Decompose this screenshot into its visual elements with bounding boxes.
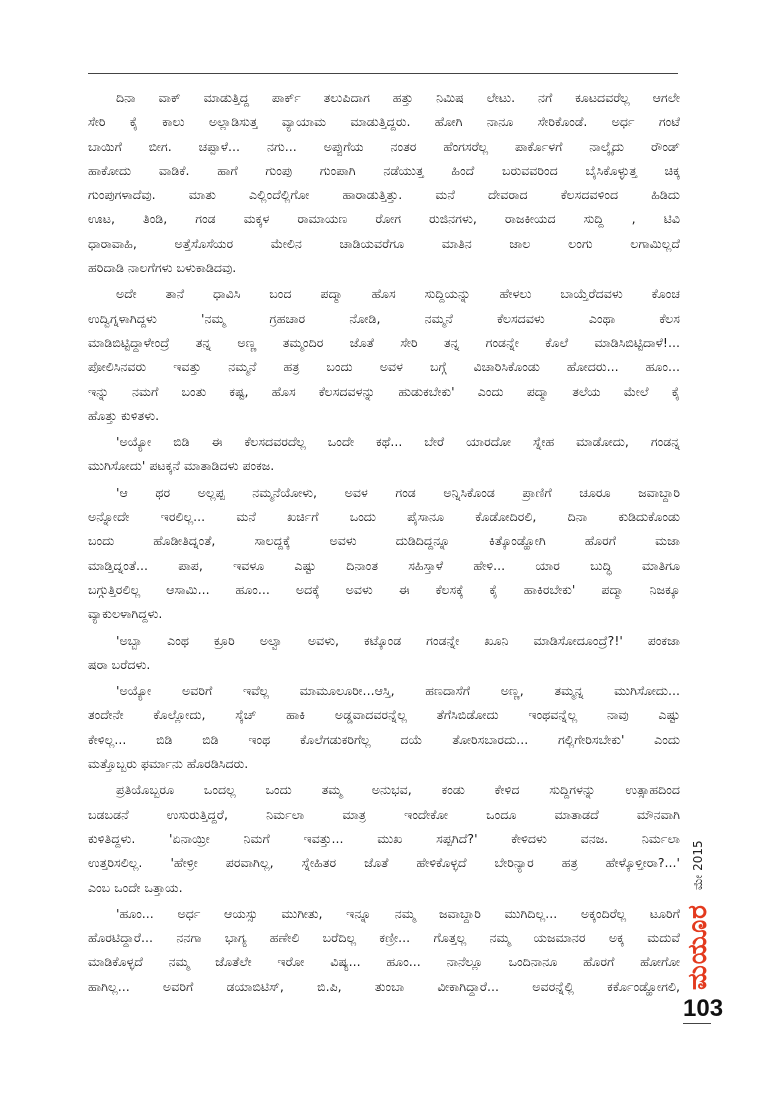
text-line: ಷರಾ ಬರೆದಳು. bbox=[88, 656, 151, 672]
paragraph bbox=[88, 629, 680, 678]
text-line: ಇನ್ನು ನಮಗೆ ಬಂತು ಕಷ್ಟ, ಹೊಸ ಕೆಲಸದವಳನ್ನು ಹುಡುಕಬೇಕು' ಎಂದು ಪದ್ಮಾ ತಲೆಯ ಮೇಲೆ ಕೈ bbox=[88, 383, 680, 399]
text-line: ದಿನಾ ವಾಕ್ ಮಾಡುತ್ತಿದ್ದ ಪಾರ್ಕ್ ತಲುಪಿದಾಗ ಹತ್ತು ನಿಮಿಷ ಲೇಟು. ನಗೆ ಕೂಟದವರೆಲ್ಲ ಆಗಲೇ bbox=[116, 90, 680, 105]
header-rule bbox=[88, 73, 678, 74]
page-number-rule bbox=[683, 1023, 711, 1024]
article-body bbox=[88, 86, 680, 1001]
text-line: ಅದೇ ತಾನೆ ಧಾವಿಸಿ ಬಂದ ಪದ್ಮಾ ಹೊಸ ಸುದ್ದಿಯನ್ನು ಹೇಳಲು ಬಾಯ್ತೆರೆದವಳು ಕೊಂಚ bbox=[116, 286, 680, 302]
text-line: ಪ್ರತಿಯೊಬ್ಬರೂ ಒಂದಲ್ಲ ಒಂದು ತಮ್ಮ ಅನುಭವ, ಕಂಡು ಕೇಳಿದ ಸುದ್ದಿಗಳನ್ನು ಉತ್ಸಾಹದಿಂದ bbox=[116, 782, 680, 798]
text-line: ಅನ್ನೋದೇ ಇರಲಿಲ್ಲ... ಮನೆ ಖರ್ಚಿಗೆ ಒಂದು ಪೈಸಾನೂ ಕೊಡೋದಿರಲಿ, ದಿನಾ ಕುಡಿದುಕೊಂಡು bbox=[88, 509, 680, 525]
text-line: ವ್ಯಾಕುಲಳಾಗಿದ್ದಳು. bbox=[88, 606, 163, 622]
issue-date: ಮೇ 2015 bbox=[690, 840, 705, 891]
text-line: 'ಆ ಥರ ಅಲ್ಲಪ್ಪ ನಮ್ಮನೆಯೋಳು, ಅವಳ ಗಂಡ ಅನ್ನಿಸಿಕೊಂಡ ಪ್ರಾಣಿಗೆ ಚೂರೂ ಜವಾಬ್ದಾರಿ bbox=[116, 484, 680, 500]
text-line: ಧಾರಾವಾಹಿ, ಅತ್ತೆಸೊಸೆಯರ ಮೇಲಿನ ಚಾಡಿಯವರೆಗೂ ಮಾತಿನ ಜಾಲ ಲಂಗು ಲಗಾಮಿಲ್ಲದೆ bbox=[88, 235, 680, 251]
magazine-sidebar bbox=[683, 800, 713, 990]
text-line: ಮುಗಿಸೋದು' ಪಟಕ್ಕನೆ ಮಾತಾಡಿದಳು ಪಂಕಜ. bbox=[88, 458, 275, 474]
text-line: ಬಂದು ಹೊಡೀತಿದ್ನಂತೆ, ಸಾಲದ್ದಕ್ಕೆ ಅವಳು ದುಡಿದಿದ್ದನ್ನೂ ಕಿತ್ಕೊಂಡ್ಹೋಗಿ ಹೊರಗೆ ಮಜಾ bbox=[88, 533, 680, 549]
text-line: ಊಟ, ತಿಂಡಿ, ಗಂಡ ಮಕ್ಕಳ ರಾಮಾಯಣ ರೋಗ ರುಜಿನಗಳು, ರಾಜಕೀಯದ ಸುದ್ದಿ , ಟಿವಿ bbox=[88, 211, 680, 227]
paragraph bbox=[88, 282, 680, 428]
page-number: 103 bbox=[683, 995, 724, 1022]
text-line: ಹರಿದಾಡಿ ನಾಲಗೆಗಳು ಬಳುಕಾಡಿದವು. bbox=[88, 260, 237, 276]
text-line: ಸೇರಿ ಕೈ ಕಾಲು ಅಲ್ಲಾಡಿಸುತ್ತ ವ್ಯಾಯಾಮ ಮಾಡುತ್ತಿದ್ದರು. ಹೋಗಿ ನಾನೂ ಸೇರಿಕೊಂಡೆ. ಅರ್ಧ ಗಂಟೆ bbox=[88, 114, 680, 130]
text-line: 'ಹೂಂ... ಅರ್ಧ ಆಯಸ್ಸು ಮುಗೀತು, ಇನ್ನೂ ನಮ್ಮ ಜವಾಬ್ದಾರಿ ಮುಗಿದಿಲ್ಲ... ಅಕ್ಕಂದಿರೆಲ್ಲ ಟೂರಿಗೆ bbox=[116, 905, 680, 921]
text-line: ಕುಳಿತಿದ್ದಳು. 'ಏನಾಯ್ರೀ ನಿಮಗೆ ಇವತ್ತು... ಮುಖ ಸಪ್ಪಗಿದೆ?' ಕೇಳಿದಳು ವನಜ. ನಿರ್ಮಲಾ bbox=[88, 830, 680, 846]
text-line: ತಂದೇನೇ ಕೊಲ್ಲೋದು, ಸ್ಕೆಚ್ ಹಾಕಿ ಅಡ್ಡವಾದವರನ್ನೆಲ್ಲ ತೆಗೆಸಿಬಿಡೋದು ಇಂಥವನ್ನೆಲ್ಲ ನಾವು ಎಷ್ಟು bbox=[88, 707, 680, 723]
text-line: ಬಡಬಡನೆ ಉಸುರುತ್ತಿದ್ದರೆ, ನಿರ್ಮಲಾ ಮಾತ್ರ ಇಂದೇಕೋ ಒಂದೂ ಮಾತಾಡದೆ ಮೌನವಾಗಿ bbox=[88, 806, 680, 822]
paragraph bbox=[88, 778, 680, 899]
text-line: ಮಾಡಿಬಿಟ್ಟಿದ್ದಾಳೇಂದ್ರೆ ತನ್ನ ಅಣ್ಣ ತಮ್ಮಂದಿರ ಜೊತೆ ಸೇರಿ ತನ್ನ ಗಂಡನ್ನೇ ಕೊಲೆ ಮಾಡಿಸಿಬಿಟ್ಟಿದಾಳೆ!... bbox=[88, 334, 680, 350]
text-line: ಹಾಕೋದು ವಾಡಿಕೆ. ಹಾಗೆ ಗುಂಪು ಗುಂಪಾಗಿ ನಡೆಯುತ್ತ ಹಿಂದೆ ಬರುವವರಿಂದ ಬೈಸಿಕೊಳ್ಳುತ್ತ ಚಿಕ್ಕ bbox=[88, 162, 680, 178]
text-line: ಮಾಡಿಕೊಳ್ಳದೆ ನಮ್ಮ ಜೊತೆಲೇ ಇರೋ ವಿಷ್ಯ... ಹೂಂ... ನಾನೆಲ್ಲೂ ಒಂದಿನಾನೂ ಹೊರಗೆ ಹೋಗೋ bbox=[88, 954, 680, 970]
magazine-name: ಮಯೂರ bbox=[682, 904, 713, 990]
paragraph bbox=[88, 86, 680, 280]
paragraph bbox=[88, 902, 680, 999]
text-line: ಉದ್ವಿಗ್ನಳಾಗಿದ್ದಳು 'ನಮ್ಮ ಗ್ರಹಚಾರ ನೋಡಿ, ನಮ್ಮನೆ ಕೆಲಸದವಳು ಎಂಥಾ ಕೆಲಸ bbox=[88, 310, 680, 326]
text-line: ಹಾಗಿಲ್ಲ... ಅವರಿಗೆ ಡಯಾಬಿಟಿಸ್, ಬಿ.ಪಿ, ತುಂಬಾ ವೀಕಾಗಿದ್ದಾರೆ... ಅವರನ್ನೆಲ್ಲಿ ಕರ್ಕೊಂಡ್ಹೋಗಲಿ, bbox=[88, 978, 680, 994]
text-line: ಕೇಳಿಲ್ಲ... ಬಿಡಿ ಬಿಡಿ ಇಂಥ ಕೊಲೆಗಡುಕರಿಗೆಲ್ಲ ದಯೆ ತೋರಿಸಬಾರದು... ಗಲ್ಲಿಗೇರಿಸಬೇಕು' ಎಂದು bbox=[88, 731, 680, 747]
paragraph bbox=[88, 679, 680, 776]
text-line: 'ಅಬ್ಬಾ ಎಂಥ ಕ್ರೂರಿ ಅಲ್ವಾ ಅವಳು, ಕಟ್ಕೊಂಡ ಗಂಡನ್ನೇ ಖೂನಿ ಮಾಡಿಸೋದೂಂದ್ರೆ?!' ಪಂಕಜಾ bbox=[116, 632, 680, 648]
text-line: ಎಂಬ ಒಂದೇ ಒತ್ತಾಯ. bbox=[88, 879, 183, 895]
text-line: 'ಅಯ್ಯೋ ಬಿಡಿ ಈ ಕೆಲಸದವರದೆಲ್ಲ ಒಂದೇ ಕಥೆ... ಬೇರೆ ಯಾರದೋ ಸ್ನೇಹ ಮಾಡೋದು, ಗಂಡನ್ನ bbox=[116, 434, 680, 450]
paragraph bbox=[88, 430, 680, 479]
text-line: 'ಅಯ್ಯೋ ಅವರಿಗೆ ಇವೆಲ್ಲ ಮಾಮೂಲೂರೀ...ಆಸ್ತಿ, ಹಣದಾಸೆಗೆ ಅಣ್ಣ, ತಮ್ಮನ್ನ ಮುಗಿಸೋದು... bbox=[116, 683, 680, 699]
text-line: ಪೋಲಿಸಿನವರು ಇವತ್ತು ನಮ್ಮನೆ ಹತ್ರ ಬಂದು ಅವಳ ಬಗ್ಗೆ ವಿಚಾರಿಸಿಕೊಂಡು ಹೋದರು... ಹೂಂ... bbox=[88, 359, 680, 375]
text-line: ಬಾಯಿಗೆ ಬೀಗ. ಚಪ್ಪಾಳೆ... ನಗು... ಅಪ್ಪುಗೆಯ ನಂತರ ಹೆಂಗಸರೆಲ್ಲ ಪಾರ್ಕೊಳಗೆ ನಾಲ್ಕೈದು ರೌಂಡ್ bbox=[88, 138, 680, 154]
text-line: ಹೊರಟಿದ್ದಾರೆ... ನನಗಾ ಭಾಗ್ಯ ಹಣೇಲಿ ಬರೆದಿಲ್ಲ ಕಣ್ರೀ... ಗೊತ್ತಲ್ಲ ನಮ್ಮ ಯಜಮಾನರ ಅಕ್ಕ ಮದುವೆ bbox=[88, 930, 680, 946]
text-line: ಉತ್ತರಿಸಲಿಲ್ಲ. 'ಹೇಳ್ರೀ ಪರವಾಗಿಲ್ಲ, ಸ್ನೇಹಿತರ ಜೊತೆ ಹೇಳಿಕೊಳ್ಳದೆ ಬೇರಿನ್ಯಾರ ಹತ್ರ ಹೇಳ್ಕೊಳ್ತೀರಾ?...' bbox=[88, 855, 680, 871]
text-line: ಬಗ್ಗುತ್ತಿರಲಿಲ್ಲ ಆಸಾಮಿ... ಹೂಂ... ಅದಕ್ಕೆ ಅವಳು ಈ ಕೆಲಸಕ್ಕೆ ಕೈ ಹಾಕಿರಬೇಕು' ಪದ್ಮಾ ನಿಜಕ್ಕೂ bbox=[88, 581, 680, 597]
text-line: ಮಾಡ್ತಿದ್ನಂತೆ... ಪಾಪ, ಇವಳೂ ಎಷ್ಟು ದಿನಾಂತ ಸಹಿಸ್ತಾಳೆ ಹೇಳಿ... ಯಾರ ಬುದ್ಧಿ ಮಾತಿಗೂ bbox=[88, 557, 680, 573]
paragraph bbox=[88, 481, 680, 627]
text-line: ಹೊತ್ತು ಕುಳಿತಳು. bbox=[88, 407, 160, 423]
text-line: ಮತ್ತೊಬ್ಬರು ಫರ್ಮಾನು ಹೊರಡಿಸಿದರು. bbox=[88, 756, 249, 772]
text-line: ಗುಂಪುಗಳಾದೆವು. ಮಾತು ಎಲ್ಲಿಂದೆಲ್ಲಿಗೋ ಹಾರಾಡುತ್ತಿತ್ತು. ಮನೆ ದೇವರಾದ ಕೆಲಸದವಳಿಂದ ಹಿಡಿದು bbox=[88, 187, 680, 203]
